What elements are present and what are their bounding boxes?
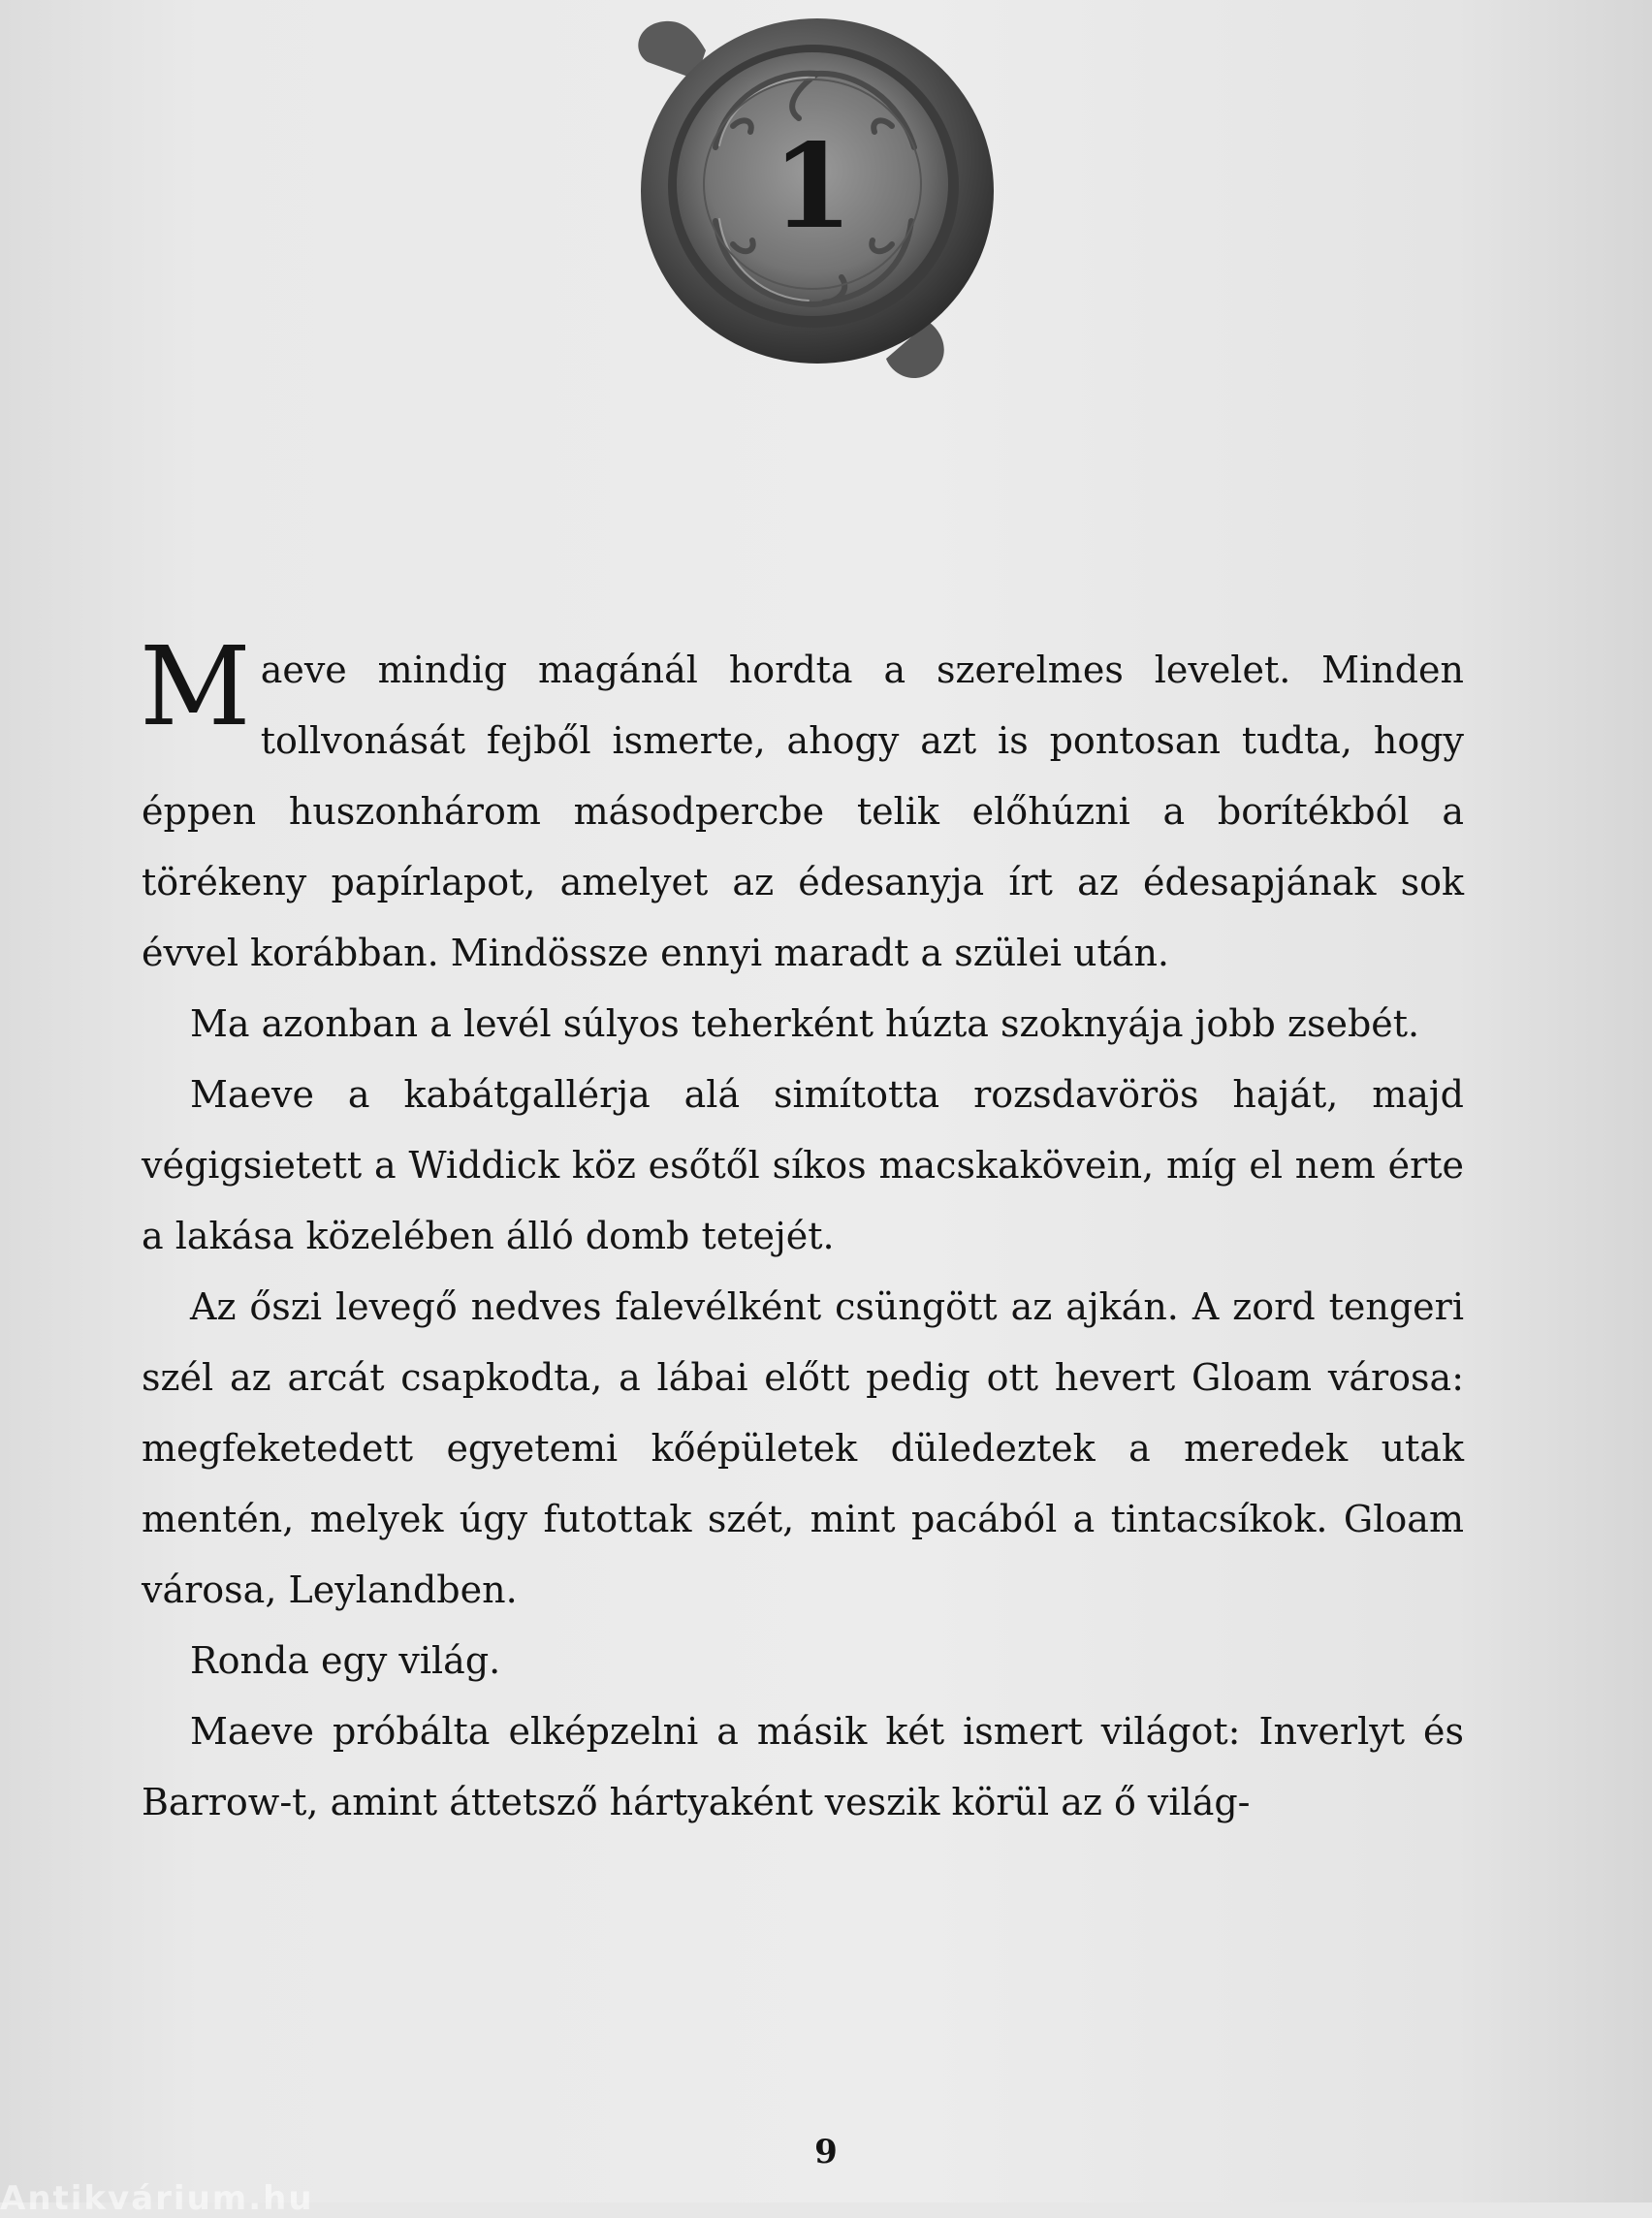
chapter-number: 1 — [772, 118, 853, 255]
paragraph-6: Maeve próbálta elképzelni a másik két ismert világot: Inverlyt és Barrow-t, amint áttetsző hártyaként veszik körül az ő világ- — [142, 1710, 1464, 1823]
paragraph-text: aeve mindig magánál hordta a szerelmes levelet. Minden tollvonását fejből ismerte, ahogy azt is pontosan tudta, hogy éppen huszonhárom másodpercbe telik előhúzni a borítékból a törékeny papírlapot, amelyet az édesanyja írt az édesapjának sok évvel korábban. Mindössze ennyi maradt a szülei után. — [142, 649, 1464, 974]
watermark: Antikvárium.hu — [0, 2179, 314, 2218]
paragraph-3: Maeve a kabátgallérja alá simította rozsdavörös haját, majd végigsietett a Widdick köz esőtől síkos macskakövein, míg el nem érte a lakása közelében álló domb tetejét. — [142, 1073, 1464, 1257]
paragraph-2: Ma azonban a levél súlyos teherként húzta szoknyája jobb zsebét. — [190, 1002, 1420, 1045]
paragraph-1 — [140, 624, 1464, 989]
page-number: 9 — [814, 2133, 838, 2171]
paragraph-5: Ronda egy világ. — [190, 1639, 501, 1682]
drop-cap: M — [140, 624, 251, 750]
wax-seal-icon — [609, 2, 1016, 409]
paragraph-4: Az őszi levegő nedves falevélként csüngött az ajkán. A zord tengeri szél az arcát csapkodta, a lábai előtt pedig ott hevert Gloam városa: megfeketedett egyetemi kőépületek düledeztek a meredek utak mentén, melyek úgy futottak szét, mint pacából a tintacsíkok. Gloam városa, Leylandben. — [142, 1285, 1464, 1611]
chapter-seal — [609, 2, 1016, 409]
chapter-body — [140, 624, 1464, 1838]
